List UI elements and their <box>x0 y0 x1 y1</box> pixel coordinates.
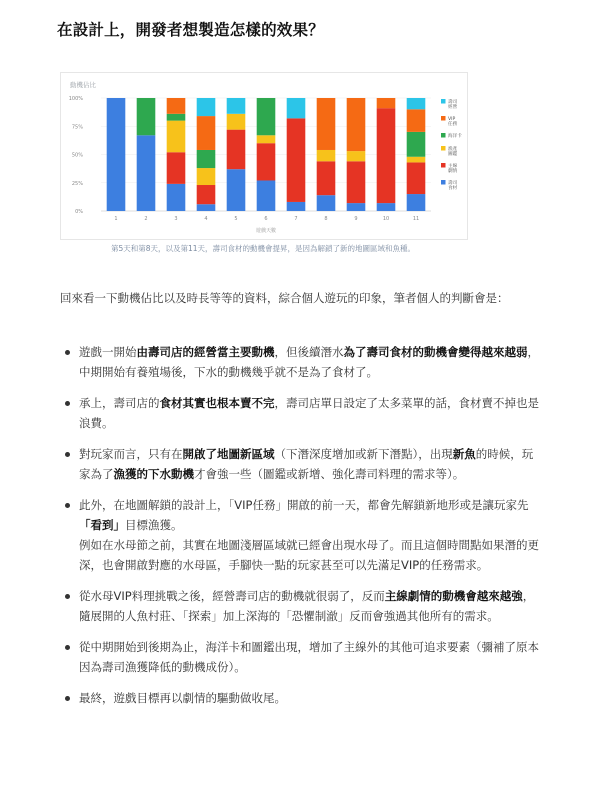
bar-segment <box>407 157 426 163</box>
bar-segment <box>347 203 366 211</box>
bullet-emphasis: 為了壽司食材的動機會變得越來越弱 <box>343 345 528 359</box>
bullet-text: （下潛深度增加或新下潛點），出現 <box>274 447 453 461</box>
bar-segment <box>287 118 306 202</box>
legend-swatch <box>441 133 446 138</box>
bar-segment <box>167 121 186 153</box>
y-tick-label: 50% <box>71 152 83 159</box>
x-tick-label: 5 <box>234 216 238 222</box>
bar-segment <box>407 98 426 109</box>
bullet-text: 承上，壽司店的 <box>79 396 160 410</box>
bullet-emphasis: 主線劇情的動機會越來越強 <box>384 589 523 603</box>
y-tick-label: 75% <box>71 124 83 131</box>
legend-label: 壽司經營 <box>448 100 458 111</box>
bar-segment <box>197 98 216 116</box>
legend-label: 海洋卡 <box>448 134 462 139</box>
bullet-emphasis: 開啟了地圖新區域 <box>182 447 275 461</box>
x-tick-label: 6 <box>264 216 268 222</box>
legend-swatch <box>441 180 446 185</box>
bar-segment <box>317 98 336 150</box>
bar-segment <box>317 195 336 211</box>
bullet-item <box>60 342 540 382</box>
x-axis-title: 遊戲天數 <box>255 228 277 234</box>
y-tick-label: 0% <box>75 209 83 215</box>
motivation-chart-figure <box>60 72 468 240</box>
bar-segment <box>407 194 426 211</box>
x-tick-label: 10 <box>382 216 390 222</box>
bar-segment <box>227 169 246 211</box>
bar-segment <box>197 116 216 150</box>
x-tick-label: 2 <box>144 216 148 222</box>
bullet-text: 此外，在地圖解鎖的設計上，「VIP任務」開啟的前一天，都會先解鎖新地形或是讓玩家先 <box>79 498 529 512</box>
bar-segment <box>197 204 216 211</box>
bullet-item <box>60 444 540 484</box>
legend-swatch <box>441 163 446 168</box>
x-tick-label: 9 <box>354 216 358 222</box>
bar-segment <box>197 168 216 185</box>
legend-label: 壽司食材 <box>448 181 458 192</box>
chart-title: 動機佔比 <box>70 81 96 89</box>
analysis-bullet-list <box>60 342 540 719</box>
bar-segment <box>407 162 426 194</box>
x-tick-label: 4 <box>204 216 208 222</box>
bar-segment <box>227 130 246 170</box>
bar-segment <box>317 150 336 161</box>
bar-segment <box>137 98 156 135</box>
bullet-emphasis: 漁獲的下水動機 <box>113 467 194 481</box>
bar-segment <box>347 161 366 203</box>
bar-segment <box>137 135 156 211</box>
bar-segment <box>197 185 216 204</box>
bar-segment <box>407 132 426 157</box>
legend-swatch <box>441 116 446 121</box>
bar-segment <box>257 135 276 143</box>
y-tick-label: 100% <box>68 96 83 102</box>
bar-segment <box>227 114 246 130</box>
bar-segment <box>167 98 186 114</box>
figure-caption: 第5天和第8天，以及第11天，壽司食材的動機會提昇，是因為解鎖了新的地圖區域和魚種。 <box>110 244 416 253</box>
x-tick-label: 8 <box>324 216 328 222</box>
intro-paragraph: 回來看一下動機佔比以及時長等等的資料，綜合個人遊玩的印象，筆者個人的判斷會是： <box>60 291 509 305</box>
legend-label: 主線劇情 <box>448 164 458 175</box>
bar-segment <box>257 180 276 211</box>
bar-segment <box>107 98 126 211</box>
bar-segment <box>407 109 426 132</box>
bar-segment <box>287 98 306 118</box>
bullet-item <box>60 495 540 575</box>
legend-label: 漁產圖鑑 <box>448 147 458 158</box>
bullet-item <box>60 393 540 433</box>
bullet-text: ，壽司店單日設定了太多菜單的話，食材賣不掉也是浪費。 <box>79 396 539 430</box>
bullet-emphasis: 「看到」 <box>79 518 125 532</box>
bullet-item <box>60 586 540 626</box>
bullet-text: 的時候，玩家為了 <box>79 447 534 481</box>
bullet-text: 從水母VIP料理挑戰之後，經營壽司店的動機就很弱了，反而 <box>79 589 385 603</box>
bar-segment <box>227 98 246 114</box>
bullet-text: 才會強一些（圖鑑或新增、強化壽司料理的需求等）。 <box>194 467 465 481</box>
bullet-text: 目標漁獲。 <box>125 518 183 532</box>
bullet-text: ，隨展開的人魚村莊、「探索」加上深海的「恐懼制澈」反而會強過其他所有的需求。 <box>79 589 535 623</box>
x-tick-label: 7 <box>294 216 298 222</box>
legend-swatch <box>441 99 446 104</box>
bar-segment <box>257 143 276 180</box>
x-tick-label: 1 <box>114 216 118 222</box>
bar-segment <box>257 98 276 135</box>
bullet-emphasis: 新魚 <box>452 447 476 461</box>
bar-segment <box>377 98 396 108</box>
y-tick-label: 25% <box>71 180 83 187</box>
motivation-stacked-bar-chart <box>61 73 467 239</box>
x-tick-label: 11 <box>412 216 420 222</box>
bar-segment <box>287 202 306 211</box>
section-heading: 在設計上，開發者想製造怎樣的效果？ <box>57 21 324 39</box>
bullet-item <box>60 637 540 677</box>
bullet-text: 從中期開始到後期為止，海洋卡和圖鑑出現，增加了主線外的其他可追求要素（彌補了原本因為壽司漁獲降低的動機成份）。 <box>79 640 539 674</box>
bar-segment <box>167 114 186 121</box>
bullet-text: 遊戲一開始 <box>79 345 137 359</box>
legend-label: VIP 任務 <box>448 117 458 128</box>
legend-swatch <box>441 146 446 151</box>
bullet-emphasis: 食材其實也根本賣不完 <box>159 396 275 410</box>
bullet-text: 對玩家而言，只有在 <box>79 447 183 461</box>
bullet-text: ，中期開始有養殖場後，下水的動機幾乎就不是為了食材了。 <box>79 345 539 379</box>
bullet-emphasis: 由壽司店的經營當主要動機 <box>136 345 275 359</box>
bar-segment <box>347 98 366 151</box>
bar-segment <box>377 203 396 211</box>
x-tick-label: 3 <box>174 216 178 222</box>
bar-segment <box>317 161 336 195</box>
bullet-text: 例如在水母節之前，其實在地圖淺層區域就已經會出現水母了。而且這個時間點如果潛的更深，也會開啟對應的水母區，手腳快一點的玩家甚至可以先滿足VIP的任務需求。 <box>79 538 539 572</box>
bar-segment <box>167 184 186 211</box>
bullet-text: ，但後續潛水 <box>274 345 344 359</box>
bar-segment <box>167 152 186 184</box>
bar-segment <box>377 108 396 203</box>
bar-segment <box>197 150 216 168</box>
bullet-item <box>60 688 540 708</box>
bullet-text: 最終，遊戲目標再以劇情的驅動做收尾。 <box>79 691 286 705</box>
bar-segment <box>347 151 366 161</box>
